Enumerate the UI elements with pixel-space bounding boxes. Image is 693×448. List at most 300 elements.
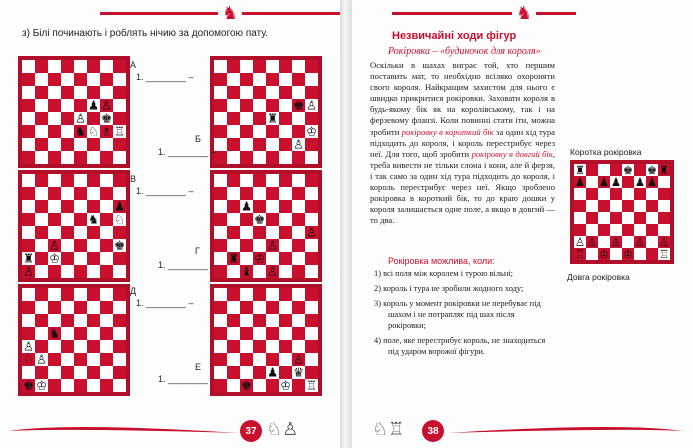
board-square xyxy=(35,301,48,314)
board-square xyxy=(279,125,292,138)
board-square xyxy=(240,125,253,138)
board-square xyxy=(61,314,74,327)
board-square xyxy=(48,314,61,327)
board-square xyxy=(100,151,113,164)
board-square xyxy=(35,314,48,327)
chess-piece: ♚ xyxy=(22,378,35,392)
board-square xyxy=(646,188,658,200)
board-square xyxy=(87,327,100,340)
board-square xyxy=(253,174,266,187)
board-square xyxy=(240,99,253,112)
page-number-right: 38 xyxy=(422,420,444,442)
chess-piece: ♙ xyxy=(658,234,670,249)
board-square xyxy=(61,125,74,138)
chess-piece: ♙ xyxy=(100,98,113,113)
chess-piece: ♟ xyxy=(610,174,622,189)
caption-long-castle: Довга рокіровка xyxy=(567,272,630,282)
knight-icon: ♞ xyxy=(516,2,533,23)
board-square xyxy=(22,73,35,86)
board-square xyxy=(22,226,35,239)
board-square xyxy=(87,138,100,151)
board-square xyxy=(240,73,253,86)
chess-board-h xyxy=(210,170,322,282)
chess-piece: ♔ xyxy=(305,124,318,139)
board-square xyxy=(227,366,240,379)
board-square xyxy=(61,340,74,353)
decor-line xyxy=(100,12,218,15)
board-square xyxy=(113,226,126,239)
answer-d[interactable]: 1. ________ – xyxy=(136,298,194,308)
chess-piece: ♙ xyxy=(292,352,305,367)
board-square xyxy=(279,200,292,213)
board-square xyxy=(214,99,227,112)
board-square xyxy=(214,340,227,353)
board-square xyxy=(292,86,305,99)
board-square xyxy=(100,239,113,252)
board-square xyxy=(658,212,670,224)
board-square xyxy=(35,288,48,301)
board-square xyxy=(292,151,305,164)
board-square xyxy=(227,265,240,278)
chess-piece: ♚ xyxy=(292,98,305,113)
left-page xyxy=(0,0,340,448)
board-square xyxy=(74,213,87,226)
board-square xyxy=(22,138,35,151)
board-square xyxy=(227,340,240,353)
board-square xyxy=(279,252,292,265)
board-square xyxy=(74,340,87,353)
board-square xyxy=(100,226,113,239)
board-square xyxy=(74,301,87,314)
board-square xyxy=(240,288,253,301)
board-square xyxy=(622,200,634,212)
board-square xyxy=(22,200,35,213)
board-square xyxy=(48,99,61,112)
board-square xyxy=(61,327,74,340)
board-square xyxy=(214,239,227,252)
board-square xyxy=(35,125,48,138)
chess-piece: ♛ xyxy=(292,365,305,380)
label-h: Г xyxy=(195,246,200,256)
board-square xyxy=(598,212,610,224)
board-square xyxy=(74,288,87,301)
board-square xyxy=(622,224,634,236)
board-square xyxy=(214,86,227,99)
page-title: Незвичайні ходи фігур xyxy=(392,30,517,42)
board-square xyxy=(279,301,292,314)
board-square xyxy=(586,176,598,188)
board-square xyxy=(113,265,126,278)
label-v: В xyxy=(130,174,137,184)
chess-piece: ♙ xyxy=(74,111,87,126)
board-square xyxy=(74,73,87,86)
decor-line xyxy=(536,12,576,15)
chess-board-e xyxy=(210,284,322,396)
board-square xyxy=(61,112,74,125)
board-square xyxy=(100,60,113,73)
board-square xyxy=(35,112,48,125)
board-square xyxy=(240,301,253,314)
board-square xyxy=(74,353,87,366)
board-square xyxy=(74,138,87,151)
board-square xyxy=(61,73,74,86)
decor-line xyxy=(392,12,512,15)
chess-piece: ♚ xyxy=(253,212,266,227)
board-square xyxy=(240,226,253,239)
board-square xyxy=(279,265,292,278)
board-square xyxy=(305,151,318,164)
chess-piece: ♟ xyxy=(87,98,100,113)
board-square xyxy=(292,125,305,138)
board-square xyxy=(22,174,35,187)
board-square xyxy=(100,353,113,366)
board-square xyxy=(610,200,622,212)
board-square xyxy=(266,288,279,301)
chess-piece: ♚ xyxy=(646,164,658,177)
chess-piece: ♞ xyxy=(87,212,100,227)
board-square xyxy=(253,60,266,73)
chess-board-b xyxy=(210,56,322,168)
board-square xyxy=(266,86,279,99)
board-square xyxy=(74,314,87,327)
board-square xyxy=(48,60,61,73)
board-square xyxy=(227,288,240,301)
board-square xyxy=(292,213,305,226)
board-square xyxy=(48,301,61,314)
label-d: Д xyxy=(130,286,137,296)
board-square xyxy=(305,200,318,213)
board-square xyxy=(61,60,74,73)
chess-piece: ♔ xyxy=(35,378,48,392)
board-square xyxy=(48,112,61,125)
chess-piece: ♖ xyxy=(305,378,318,392)
board-square xyxy=(227,112,240,125)
board-square xyxy=(22,99,35,112)
board-square xyxy=(634,248,646,260)
board-square xyxy=(35,99,48,112)
board-square xyxy=(100,265,113,278)
board-square xyxy=(305,138,318,151)
board-square xyxy=(35,265,48,278)
board-square xyxy=(279,314,292,327)
answer-b[interactable]: 1. ________ – xyxy=(158,147,216,157)
board-square xyxy=(227,239,240,252)
chess-piece: ♔ xyxy=(598,246,610,260)
board-square xyxy=(35,327,48,340)
board-square xyxy=(22,288,35,301)
board-square xyxy=(279,327,292,340)
board-square xyxy=(253,125,266,138)
chess-piece: ♘ xyxy=(87,124,100,139)
board-square xyxy=(214,366,227,379)
board-square xyxy=(214,265,227,278)
decor-line xyxy=(242,12,340,15)
board-square xyxy=(279,213,292,226)
board-square xyxy=(87,252,100,265)
board-square xyxy=(214,112,227,125)
board-square xyxy=(240,327,253,340)
board-square xyxy=(100,314,113,327)
board-square xyxy=(22,86,35,99)
chess-piece: ♟ xyxy=(113,199,126,214)
board-square xyxy=(100,86,113,99)
board-square xyxy=(279,99,292,112)
board-square xyxy=(113,314,126,327)
board-square xyxy=(266,200,279,213)
board-square xyxy=(113,366,126,379)
board-square xyxy=(227,314,240,327)
board-square xyxy=(227,174,240,187)
board-square xyxy=(305,366,318,379)
board-square xyxy=(279,174,292,187)
answer-v[interactable]: 1. ________ – xyxy=(136,186,194,196)
page-subtitle: Рокіровка – «будиночок для короля» xyxy=(388,46,541,57)
board-square xyxy=(22,125,35,138)
board-square xyxy=(35,151,48,164)
chess-piece: ♚ xyxy=(622,164,634,177)
board-square xyxy=(305,213,318,226)
board-square xyxy=(634,200,646,212)
board-square xyxy=(253,314,266,327)
board-square xyxy=(113,353,126,366)
board-square xyxy=(35,200,48,213)
board-square xyxy=(305,174,318,187)
body-highlight-1: рокіровку в короткий бік xyxy=(401,126,494,137)
board-square xyxy=(266,353,279,366)
board-square xyxy=(48,125,61,138)
board-square xyxy=(214,213,227,226)
board-square xyxy=(305,112,318,125)
board-square xyxy=(48,73,61,86)
board-square xyxy=(35,60,48,73)
board-square xyxy=(113,60,126,73)
board-square xyxy=(74,86,87,99)
board-square xyxy=(574,188,586,200)
board-square xyxy=(22,301,35,314)
board-square xyxy=(266,252,279,265)
board-square xyxy=(240,112,253,125)
board-square xyxy=(61,288,74,301)
top-decoration xyxy=(392,0,576,26)
board-square xyxy=(35,340,48,353)
board-square xyxy=(253,239,266,252)
board-square xyxy=(74,187,87,200)
board-square xyxy=(61,200,74,213)
board-square xyxy=(113,174,126,187)
board-square xyxy=(22,314,35,327)
answer-h[interactable]: 1. ________ – xyxy=(158,260,216,270)
board-square xyxy=(100,73,113,86)
board-square xyxy=(279,226,292,239)
board-square xyxy=(253,73,266,86)
board-square xyxy=(253,265,266,278)
chess-piece: ♜ xyxy=(658,164,670,177)
board-square xyxy=(214,200,227,213)
board-square xyxy=(214,187,227,200)
board-square xyxy=(622,212,634,224)
board-square xyxy=(61,151,74,164)
board-square xyxy=(292,226,305,239)
chess-board-v xyxy=(18,170,130,282)
board-square xyxy=(292,200,305,213)
board-square xyxy=(61,265,74,278)
board-square xyxy=(61,353,74,366)
board-square xyxy=(586,248,598,260)
chess-piece: ♝ xyxy=(240,264,253,278)
board-square xyxy=(113,288,126,301)
board-square xyxy=(305,86,318,99)
board-square xyxy=(240,239,253,252)
board-square xyxy=(240,314,253,327)
board-square xyxy=(113,151,126,164)
board-square xyxy=(87,226,100,239)
board-square xyxy=(113,301,126,314)
board-square xyxy=(74,226,87,239)
chess-piece: ♙ xyxy=(48,238,61,253)
board-square xyxy=(87,379,100,392)
board-square xyxy=(74,151,87,164)
board-square xyxy=(292,112,305,125)
chess-piece: ♙ xyxy=(292,137,305,152)
board-square xyxy=(61,239,74,252)
board-square xyxy=(658,188,670,200)
page-number-left: 37 xyxy=(240,420,262,442)
board-square xyxy=(574,212,586,224)
list-item: 1) всі поля між королем і турою вільні; xyxy=(374,269,513,278)
list-item: 4) поле, яке перестрибує король, не знаходиться під ударом ворожої фігури. xyxy=(374,336,546,356)
chess-piece: ♙ xyxy=(305,225,318,240)
board-square xyxy=(87,314,100,327)
knight-icon: ♘♖ xyxy=(372,419,405,439)
answer-e[interactable]: 1. ________ – xyxy=(158,374,216,384)
board-square xyxy=(87,288,100,301)
board-square xyxy=(22,60,35,73)
board-square xyxy=(240,174,253,187)
chess-piece: ♖ xyxy=(658,246,670,260)
board-square xyxy=(266,226,279,239)
board-square xyxy=(279,86,292,99)
board-square xyxy=(227,60,240,73)
chess-piece: ♚ xyxy=(240,378,253,392)
board-square xyxy=(48,226,61,239)
list-item: 2) король і тура не зробили жодного ходу; xyxy=(374,284,524,293)
board-square xyxy=(586,212,598,224)
board-square xyxy=(240,353,253,366)
board-square xyxy=(74,174,87,187)
board-square xyxy=(292,301,305,314)
board-square xyxy=(74,99,87,112)
chess-piece: ♜ xyxy=(227,251,240,266)
board-square xyxy=(646,236,658,248)
board-square xyxy=(22,187,35,200)
chess-piece: ♙ xyxy=(586,234,598,249)
board-square xyxy=(61,301,74,314)
board-square xyxy=(100,174,113,187)
board-square xyxy=(113,112,126,125)
board-square xyxy=(279,138,292,151)
board-square xyxy=(292,252,305,265)
board-square xyxy=(253,187,266,200)
answer-a[interactable]: 1. ________ – xyxy=(136,72,194,82)
board-square xyxy=(266,301,279,314)
board-square xyxy=(610,188,622,200)
board-square xyxy=(100,213,113,226)
list-item: 3) король у момент рокіровки не перебуває під шахом і не потрапляє під шах після рокіровки; xyxy=(374,299,541,330)
board-square xyxy=(214,353,227,366)
board-square xyxy=(113,99,126,112)
board-square xyxy=(266,138,279,151)
board-square xyxy=(35,86,48,99)
knight-icon: ♞ xyxy=(222,2,239,23)
board-square xyxy=(266,340,279,353)
board-square xyxy=(305,73,318,86)
board-square xyxy=(634,188,646,200)
conditions-list xyxy=(374,268,554,361)
board-square xyxy=(74,265,87,278)
board-square xyxy=(61,252,74,265)
board-square xyxy=(87,187,100,200)
board-square xyxy=(61,138,74,151)
board-square xyxy=(22,239,35,252)
board-square xyxy=(253,138,266,151)
board-square xyxy=(598,224,610,236)
board-square xyxy=(87,340,100,353)
board-square xyxy=(266,73,279,86)
body-part-2: за один хід тура підходить до короля, і король перестрибує через неї. Для того, щоб зробити xyxy=(370,126,555,159)
board-square xyxy=(305,353,318,366)
board-square xyxy=(113,340,126,353)
chess-board-d xyxy=(18,284,130,396)
board-square xyxy=(646,248,658,260)
board-square xyxy=(74,200,87,213)
board-square xyxy=(292,340,305,353)
board-square xyxy=(35,138,48,151)
board-square xyxy=(74,379,87,392)
board-square xyxy=(87,353,100,366)
chess-piece: ♟ xyxy=(266,365,279,380)
board-square xyxy=(227,151,240,164)
label-e: Е xyxy=(195,362,202,372)
board-square xyxy=(646,224,658,236)
chess-piece: ♙ xyxy=(574,234,586,249)
board-square xyxy=(48,86,61,99)
board-square xyxy=(253,353,266,366)
board-square xyxy=(305,60,318,73)
body-highlight-2: рокіровку в довгий бік xyxy=(471,148,553,159)
board-square xyxy=(227,301,240,314)
chess-piece: ♙ xyxy=(22,339,35,354)
board-square xyxy=(227,327,240,340)
board-square xyxy=(266,314,279,327)
section-title: Рокіровка можлива, коли: xyxy=(388,256,495,266)
chess-piece: ♙ xyxy=(35,352,48,367)
label-a: А xyxy=(130,60,137,70)
board-square xyxy=(214,138,227,151)
board-square xyxy=(305,187,318,200)
board-square xyxy=(292,265,305,278)
board-square xyxy=(266,379,279,392)
board-square xyxy=(610,212,622,224)
chess-piece: ♗ xyxy=(100,124,113,139)
right-page xyxy=(352,0,693,448)
board-square xyxy=(279,239,292,252)
board-square xyxy=(227,353,240,366)
board-square xyxy=(292,73,305,86)
board-square xyxy=(100,252,113,265)
chess-piece: ♞ xyxy=(48,326,61,341)
board-square xyxy=(240,138,253,151)
board-square xyxy=(266,60,279,73)
